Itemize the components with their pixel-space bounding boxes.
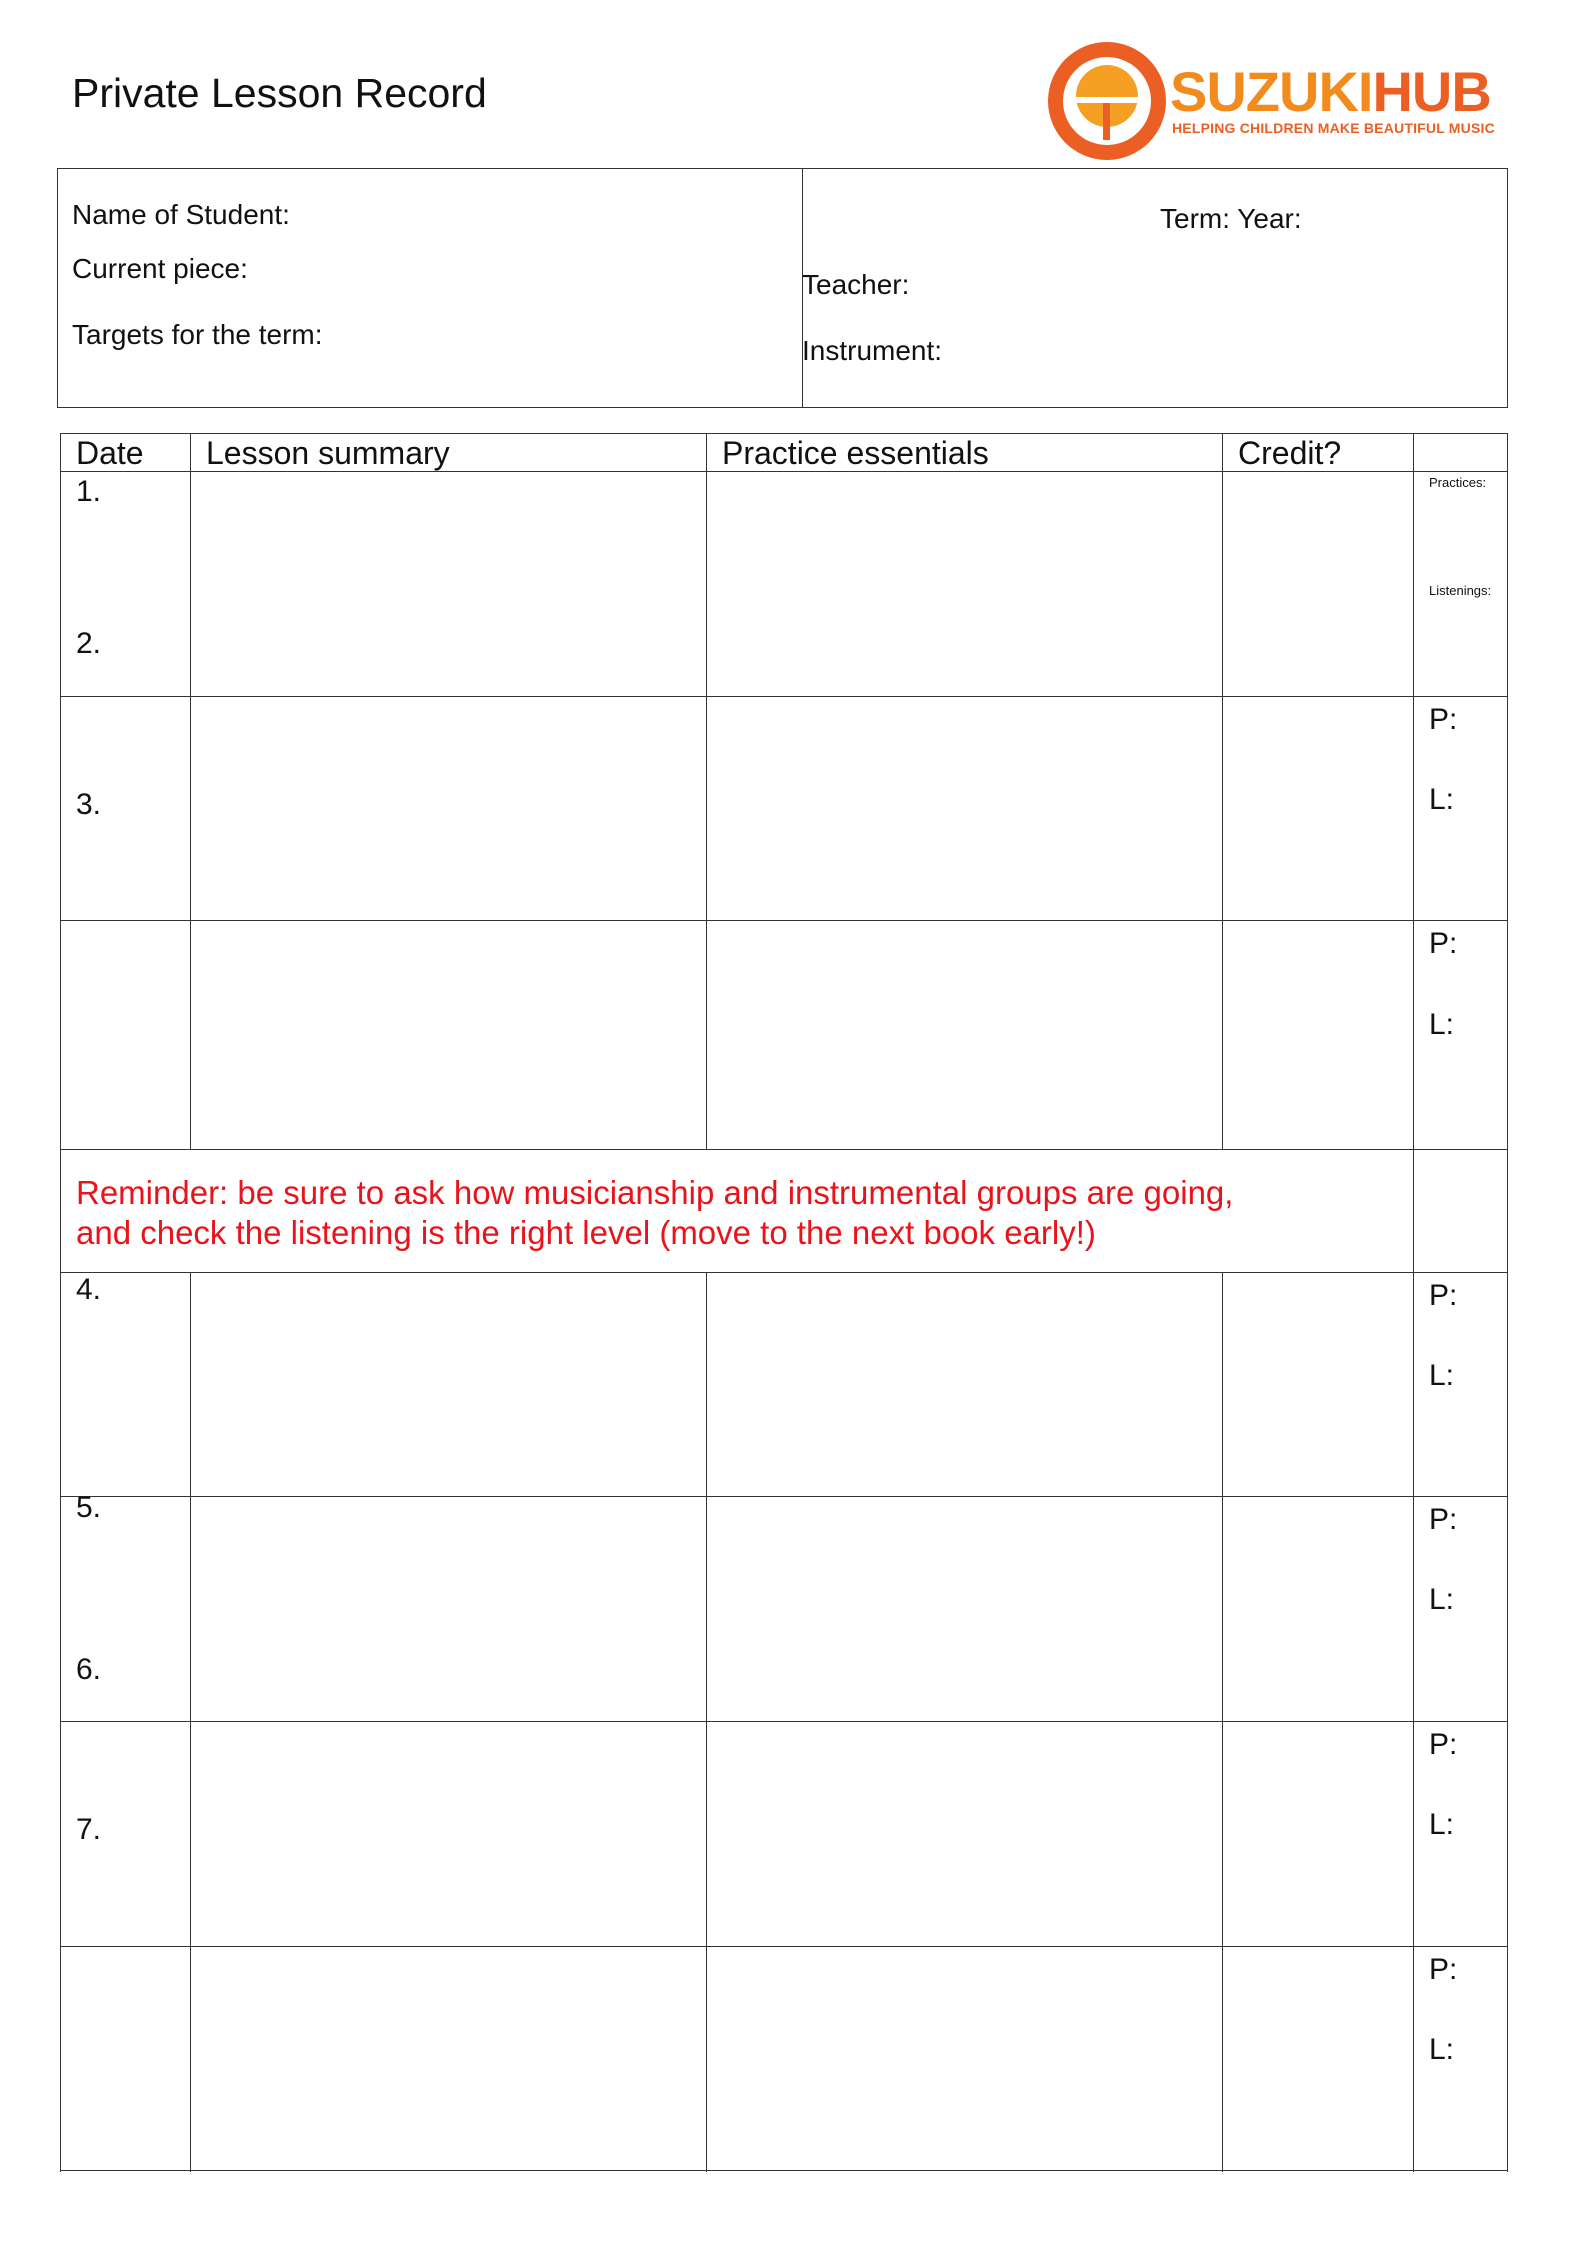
- practice-count-label: P:: [1429, 1279, 1458, 1312]
- practice-count-label: P:: [1429, 927, 1458, 960]
- header-date: Date: [76, 435, 144, 471]
- lesson-number: 7.: [76, 1813, 102, 1846]
- lesson-number: 3.: [76, 788, 102, 821]
- row-line: [60, 1272, 1508, 1273]
- page-title: Private Lesson Record: [72, 70, 487, 116]
- student-name-label: Name of Student:: [72, 199, 290, 230]
- table-border-right: [1507, 433, 1508, 2172]
- practice-count-label: P:: [1429, 1953, 1458, 1986]
- listening-count-label: L:: [1429, 2033, 1455, 2066]
- summary-column-line: [706, 1272, 707, 2172]
- lesson-number: 2.: [76, 627, 102, 660]
- listening-count-label: L:: [1429, 783, 1455, 816]
- practice-column-line: [1222, 1272, 1223, 2172]
- practice-count-label: P:: [1429, 1728, 1458, 1761]
- logo-wordmark: SUZUKIHUB: [1170, 60, 1491, 123]
- logo-tagline: HELPING CHILDREN MAKE BEAUTIFUL MUSIC: [1172, 120, 1495, 136]
- lesson-number: 5.: [76, 1491, 102, 1524]
- teacher-label: Teacher:: [802, 269, 910, 300]
- row-line: [60, 920, 1508, 921]
- lesson-number: 6.: [76, 1653, 102, 1686]
- current-piece-label: Current piece:: [72, 253, 248, 284]
- practice-count-label: P:: [1429, 703, 1458, 736]
- instrument-label: Instrument:: [802, 335, 943, 366]
- row-line: [60, 1149, 1508, 1150]
- term-year-label: Term: Year:: [1160, 203, 1302, 234]
- logo-circle-icon: [1048, 42, 1166, 160]
- suzukihub-logo: [1048, 42, 1508, 162]
- header-credit: Credit?: [1238, 435, 1342, 471]
- lesson-table: [60, 433, 1508, 2172]
- listening-count-label: L:: [1429, 1008, 1455, 1041]
- table-border-bottom: [60, 2170, 1508, 2171]
- lesson-number: 1.: [76, 475, 102, 508]
- table-border-left: [60, 433, 61, 2172]
- student-info-box: [57, 168, 1508, 408]
- listenings-label: Listenings:: [1429, 583, 1492, 598]
- listening-count-label: L:: [1429, 1359, 1455, 1392]
- table-border-top: [60, 433, 1508, 434]
- lesson-number: 4.: [76, 1273, 102, 1306]
- practice-column-line: [1222, 433, 1223, 1149]
- listening-count-label: L:: [1429, 1583, 1455, 1616]
- row-line: [60, 1946, 1508, 1947]
- header-lesson-summary: Lesson summary: [206, 435, 450, 471]
- date-column-line: [190, 1272, 191, 2172]
- practices-label: Practices:: [1429, 475, 1487, 490]
- row-line: [60, 696, 1508, 697]
- row-line: [60, 1496, 1508, 1497]
- header-practice-essentials: Practice essentials: [722, 435, 989, 471]
- reminder-note: Reminder: be sure to ask how musicianship and instrumental groups are going, and check the listening is the right level (move to the next book early!): [76, 1174, 1234, 1251]
- date-column-line: [190, 433, 191, 1149]
- listening-count-label: L:: [1429, 1808, 1455, 1841]
- summary-column-line: [706, 433, 707, 1149]
- row-line: [60, 1721, 1508, 1722]
- pl-column-line: [1413, 433, 1414, 2172]
- targets-label: Targets for the term:: [72, 319, 323, 350]
- practice-count-label: P:: [1429, 1503, 1458, 1536]
